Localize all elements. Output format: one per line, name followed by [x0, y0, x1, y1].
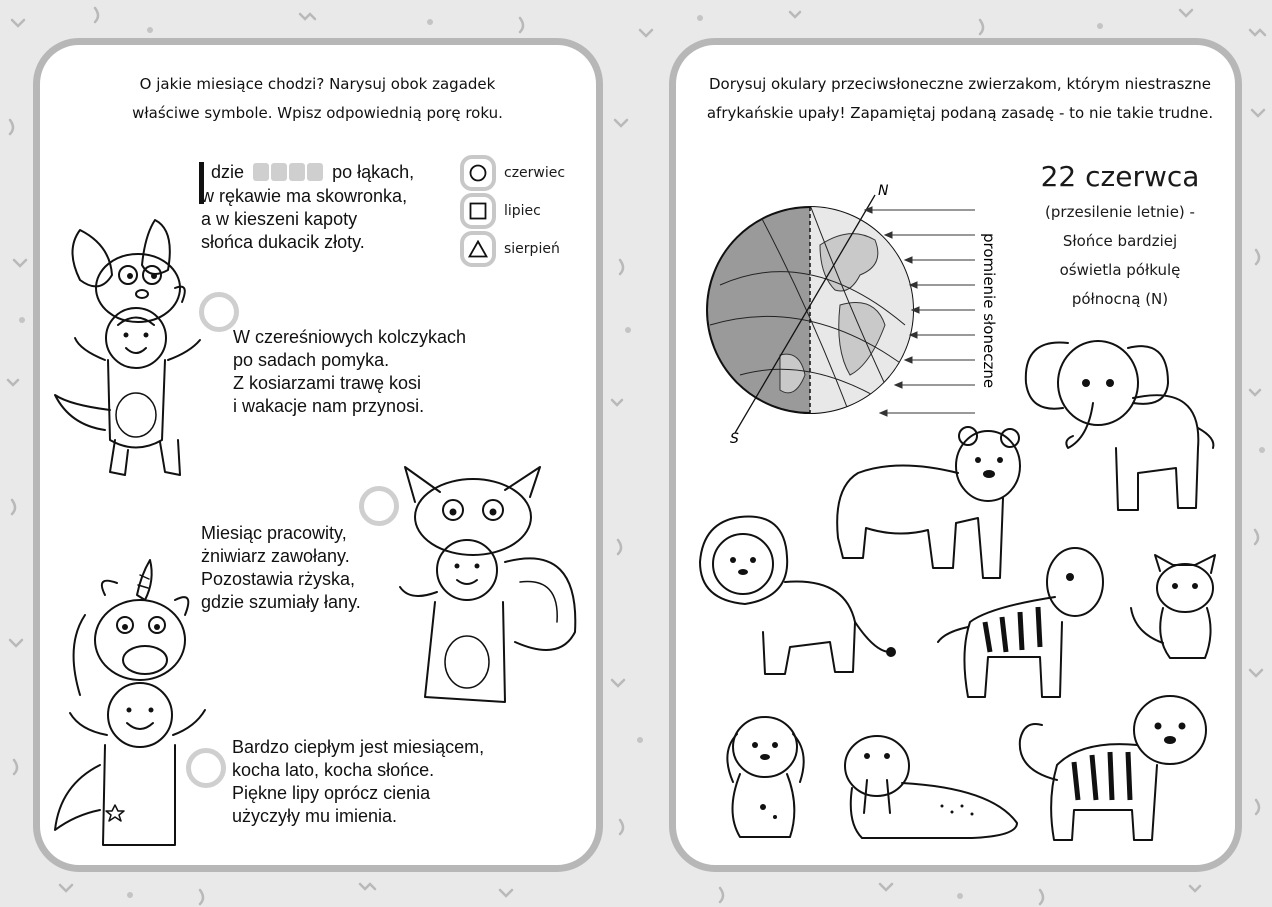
circle-icon — [460, 155, 496, 191]
left-instructions — [60, 70, 575, 128]
unicorn-costume-kid-illustration — [45, 555, 220, 860]
solstice-note: (przesilenie letnie) - Słońce bardziej oświetla półkulę północną (N) — [1045, 203, 1195, 308]
elephant-illustration — [1018, 328, 1223, 518]
square-icon — [460, 193, 496, 229]
tiger-illustration — [1012, 690, 1212, 850]
south-label: S — [730, 431, 739, 447]
missing-letters[interactable] — [253, 162, 325, 182]
instruction-line-1: O jakie miesiące chodzi? Narysuj obok zagadek — [139, 75, 496, 93]
squirrel-costume-kid-illustration — [385, 462, 585, 712]
triangle-icon — [460, 231, 496, 267]
option-czerwiec: czerwiec — [460, 155, 565, 191]
riddle-3: Miesiąc pracowity, żniwiarz zawołany. Pozostawia rżyska, gdzie szumiały łany. — [201, 523, 361, 612]
instruction-line-2: afrykańskie upały! Zapamiętaj podaną zasadę - to nie takie trudne. — [706, 104, 1214, 122]
walrus-illustration — [832, 728, 1022, 850]
solstice-date: 22 czerwca — [1040, 160, 1200, 193]
option-sierpien: sierpień — [460, 231, 560, 267]
instruction-line-2: właściwe symbole. Wpisz odpowiednią porę roku. — [132, 104, 503, 122]
kitten-illustration — [1125, 553, 1225, 665]
riddle-4: Bardzo ciepłym jest miesiącem, kocha lato, kocha słońce. Piękne lipy oprócz cienia użyczyły mu imienia. — [232, 737, 485, 826]
riddle-2: W czereśniowych kolczykach po sadach pomyka. Z kosiarzami trawę kosi i wakacje nam przynosi. — [233, 327, 467, 416]
right-instructions — [690, 70, 1230, 128]
zebra-illustration — [930, 532, 1110, 702]
earth-solstice-diagram — [700, 175, 1030, 450]
kangaroo-costume-kid-illustration — [50, 210, 220, 485]
puppy-illustration — [705, 712, 815, 842]
riddle-1 — [211, 161, 414, 184]
riddle-1-rest: w rękawie ma skowronka, a w kieszeni kapoty słońca dukacik złoty. — [201, 186, 408, 252]
riddle-1-line-1: dzie po łąkach, — [211, 162, 415, 182]
north-label: N — [878, 183, 889, 199]
option-lipiec: lipiec — [460, 193, 541, 229]
lion-illustration — [695, 512, 900, 682]
sun-rays-label: promienie słoneczne — [980, 233, 998, 389]
instruction-line-1: Dorysuj okulary przeciwsłoneczne zwierzakom, którym niestraszne — [709, 75, 1211, 93]
